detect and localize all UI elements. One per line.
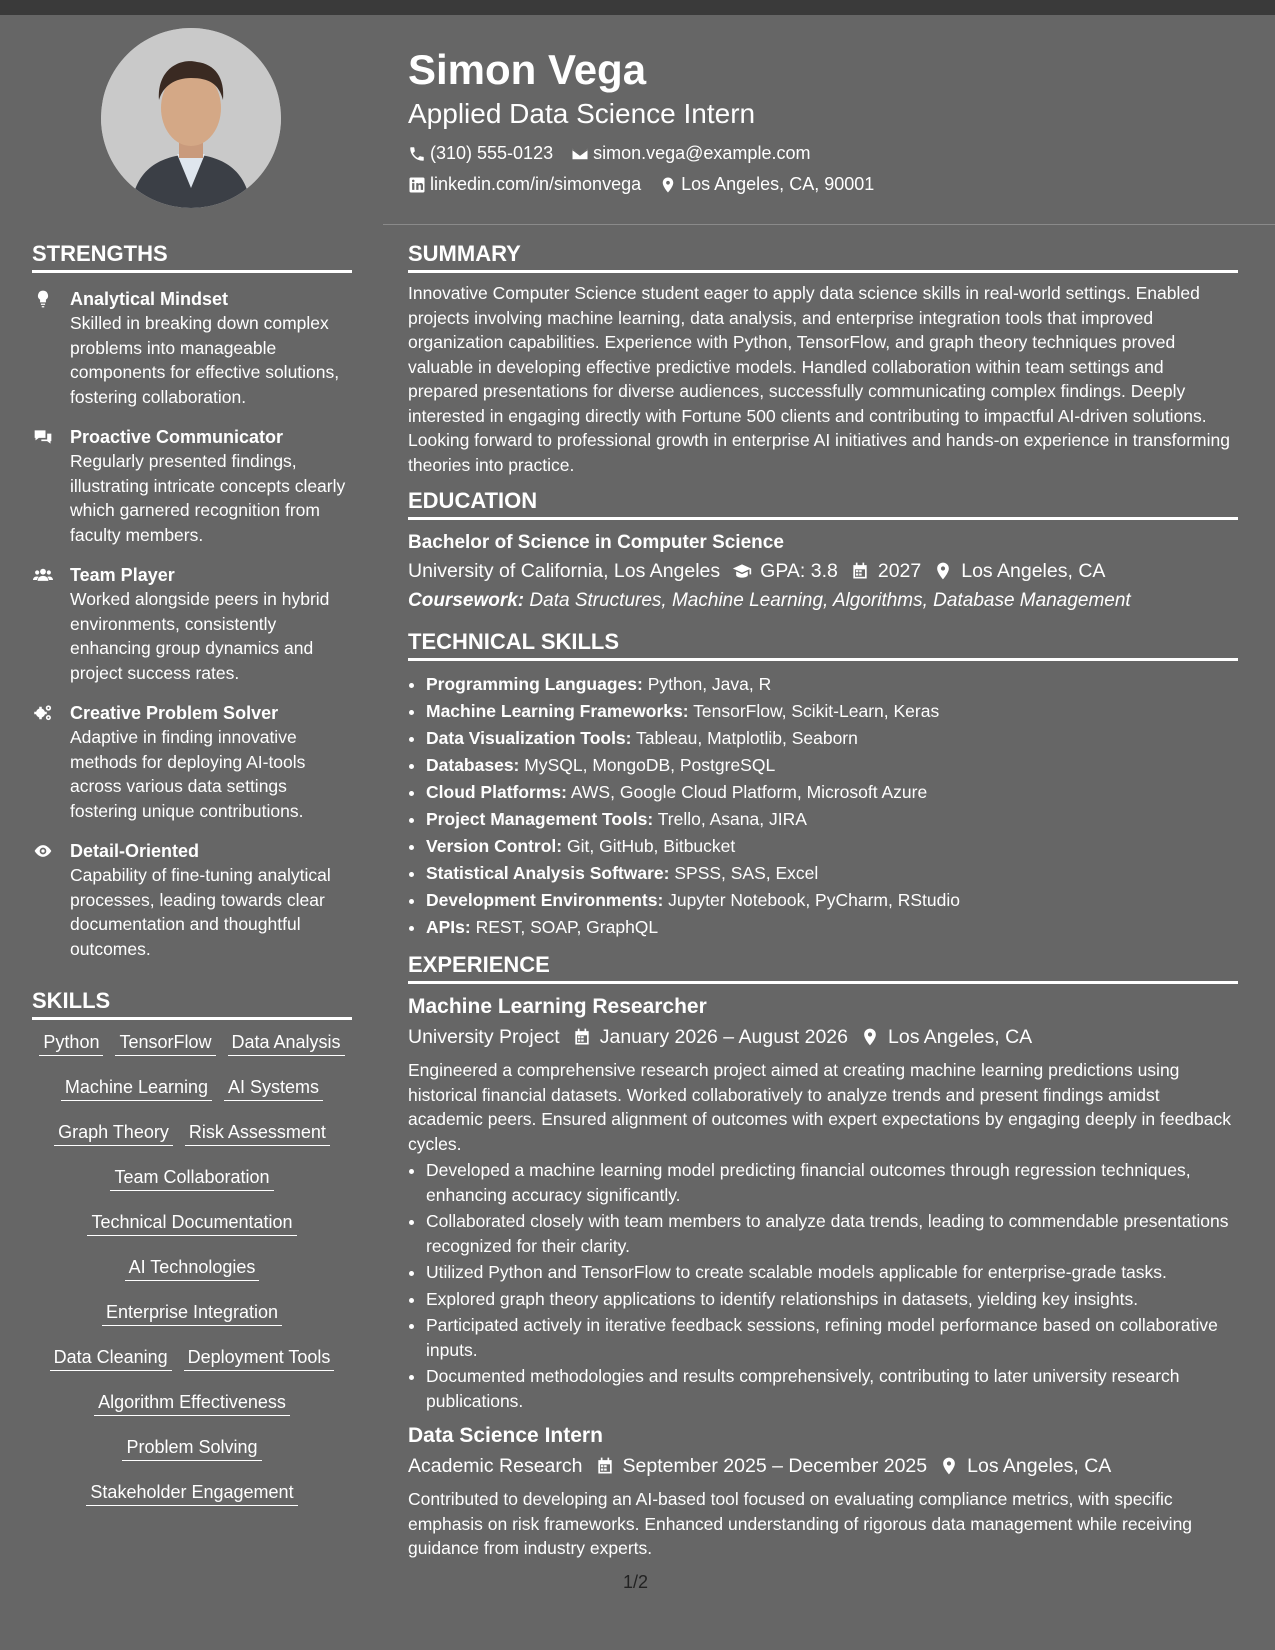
strengths-heading: STRENGTHS [32, 240, 352, 273]
profile-photo [101, 28, 281, 208]
top-bar [0, 0, 1275, 15]
contact-row-1 [408, 138, 1238, 169]
skill-row [32, 1435, 352, 1480]
skill-label: Programming Languages: [426, 674, 643, 694]
job-org: Academic Research [408, 1455, 583, 1477]
experience-heading: EXPERIENCE [408, 951, 1238, 984]
technical-skill-item [426, 860, 1238, 887]
job-bullet: • Documented methodologies and results comprehensively, contributing to later university research publications. [426, 1364, 1238, 1413]
coursework-label: Coursework: [408, 590, 525, 611]
strengths-list [32, 287, 352, 961]
skill-row [32, 1030, 352, 1075]
calendar-icon [850, 561, 870, 581]
strength-title: Team Player [70, 565, 175, 585]
phone-icon [408, 145, 426, 163]
strength-item [32, 425, 352, 547]
skill-tag: Data Cleaning [50, 1345, 172, 1371]
skill-row [32, 1075, 352, 1120]
job-bullet: • Participated actively in iterative feedback sessions, refining model performance based on collaborative inputs. [426, 1313, 1238, 1362]
linkedin-icon [408, 176, 426, 194]
strength-desc: Regularly presented findings, illustrating intricate concepts clearly which garnered recognition from faculty members. [70, 451, 346, 545]
phone-text: (310) 555-0123 [430, 143, 554, 163]
map-pin-icon [939, 1456, 959, 1476]
skill-tag: Algorithm Effectiveness [94, 1390, 290, 1416]
strength-title: Creative Problem Solver [70, 703, 279, 723]
job-dates: January 2026 – August 2026 [599, 1026, 849, 1048]
job-meta [408, 1022, 1238, 1052]
technical-skills-list [408, 671, 1238, 941]
summary-text: Innovative Computer Science student eager to apply data science skills in real-world settings. Enabled projects involving machine learning, data analysis, and enterprise integration tools that improved organization capabilities. Experience with Python, TensorFlow, and graph theory techniques proved valuable in developing effective predictive models. Handled collaboration within team settings and prepared presentations for diverse audiences, successfully communicating complex findings. Deeply interested in engaging directly with Fortune 500 clients and contributing to impactful AI-driven solutions. Looking forward to professional growth in enterprise AI initiatives and hands-on experience in transforming theories into practice. [408, 283, 1230, 475]
skill-tag: Risk Assessment [185, 1120, 330, 1146]
skill-row [32, 1300, 352, 1345]
skill-value: REST, SOAP, GraphQL [475, 917, 659, 937]
skill-value: AWS, Google Cloud Platform, Microsoft Azure [570, 782, 928, 802]
skill-row [32, 1390, 352, 1435]
skill-value: Trello, Asana, JIRA [657, 809, 807, 829]
job-location-item [939, 1451, 1111, 1481]
resume-header [408, 44, 1238, 200]
skill-label: APIs: [426, 917, 471, 937]
eye-icon [32, 841, 54, 861]
person-portrait-icon [101, 28, 281, 208]
skill-tag: TensorFlow [115, 1030, 215, 1056]
skill-value: Jupyter Notebook, PyCharm, RStudio [668, 890, 960, 910]
skill-value: Python, Java, R [647, 674, 772, 694]
calendar-icon [595, 1456, 615, 1476]
job-bullet: • Developed a machine learning model predicting financial outcomes through regression techniques, enhancing accuracy significantly. [426, 1158, 1238, 1207]
strength-title: Detail-Oriented [70, 841, 200, 861]
education-heading: EDUCATION [408, 487, 1238, 520]
skill-row [32, 1345, 352, 1390]
skill-value: Tableau, Matplotlib, Seaborn [636, 728, 858, 748]
candidate-name: Simon Vega [408, 46, 647, 93]
technical-skill-item [426, 725, 1238, 752]
coursework-line [408, 586, 1238, 616]
job-entry [408, 992, 1238, 1413]
job-bullet: • Utilized Python and TensorFlow to create scalable models applicable for enterprise-grade tasks. [426, 1260, 1238, 1285]
skill-tag: Graph Theory [54, 1120, 173, 1146]
strength-item [32, 839, 352, 961]
strength-desc: Worked alongside peers in hybrid environments, consistently enhancing group dynamics and project success rates. [70, 589, 330, 683]
skill-tag: Stakeholder Engagement [86, 1480, 297, 1506]
email-text: simon.vega@example.com [593, 143, 811, 163]
left-column [32, 240, 352, 1525]
job-description: Engineered a comprehensive research project aimed at creating machine learning predictions using historical financial datasets. Worked collaboratively to analyze trends and present findings amidst academic peers. Ensured alignment of outcomes with expert expectations by engaging deeply in feedback cycles. [408, 1060, 1231, 1154]
strength-item [32, 287, 352, 409]
map-pin-icon [933, 561, 953, 581]
technical-skill-item [426, 779, 1238, 806]
location-contact [659, 174, 874, 195]
job-bullets [408, 1158, 1238, 1413]
gpa-item [732, 556, 838, 586]
job-bullet: • Collaborated closely with team members to analyze data trends, leading to commendable presentations recognized for their clarity. [426, 1209, 1238, 1258]
experience-section [408, 951, 1238, 1561]
skill-value: Git, GitHub, Bitbucket [567, 836, 736, 856]
skill-label: Data Visualization Tools: [426, 728, 632, 748]
linkedin-text: linkedin.com/in/simonvega [430, 174, 642, 194]
job-location: Los Angeles, CA [967, 1455, 1112, 1477]
skills-tags [32, 1030, 352, 1525]
lightbulb-icon [32, 289, 54, 309]
skill-tag: Technical Documentation [87, 1210, 296, 1236]
strength-desc: Skilled in breaking down complex problems into manageable components for effective solutions, fostering collaboration. [70, 313, 340, 407]
skill-tag: Deployment Tools [184, 1345, 335, 1371]
education-location-item [933, 556, 1105, 586]
strength-item [32, 701, 352, 823]
coursework-text: Data Structures, Machine Learning, Algorithms, Database Management [529, 590, 1131, 611]
technical-skill-item [426, 806, 1238, 833]
job-description: Contributed to developing an AI-based tool focused on evaluating compliance metrics, with specific emphasis on risk frameworks. Enhanced understanding of rigorous data management while receiving guidance from industry experts. [408, 1489, 1193, 1558]
skill-value: SPSS, SAS, Excel [674, 863, 819, 883]
job-bullet: • Explored graph theory applications to identify relationships in datasets, yielding key insights. [426, 1287, 1238, 1312]
graduation-cap-icon [732, 561, 752, 581]
job-org: University Project [408, 1026, 560, 1048]
job-dates-item [572, 1022, 848, 1052]
job-dates-item [595, 1451, 928, 1481]
skill-row [32, 1120, 352, 1165]
skill-value: TensorFlow, Scikit-Learn, Keras [693, 701, 940, 721]
skill-row [32, 1210, 352, 1255]
location-text: Los Angeles, CA, 90001 [681, 174, 875, 194]
technical-skill-item [426, 671, 1238, 698]
technical-skills-heading: TECHNICAL SKILLS [408, 628, 1238, 661]
header-divider [383, 224, 1275, 225]
email-contact[interactable] [571, 143, 810, 164]
skills-heading: SKILLS [32, 987, 352, 1020]
skill-row [32, 1255, 352, 1300]
education-section [408, 487, 1238, 616]
skill-tag: Team Collaboration [110, 1165, 273, 1191]
job-title: Machine Learning Researcher [408, 995, 707, 1018]
technical-skill-item [426, 887, 1238, 914]
skill-label: Cloud Platforms: [426, 782, 567, 802]
users-icon [32, 565, 54, 585]
chat-bubbles-icon [32, 427, 54, 447]
skill-row [32, 1165, 352, 1210]
job-dates: September 2025 – December 2025 [622, 1455, 928, 1477]
education-meta [408, 556, 1238, 586]
skill-value: MySQL, MongoDB, PostgreSQL [524, 755, 776, 775]
strength-item [32, 563, 352, 685]
skill-tag: AI Technologies [125, 1255, 260, 1281]
page-number: 1/2 [623, 1572, 649, 1592]
grad-year-item [850, 556, 921, 586]
map-pin-icon [860, 1027, 880, 1047]
gpa-text: GPA: 3.8 [760, 560, 838, 582]
skill-label: Version Control: [426, 836, 563, 856]
skill-tag: Problem Solving [122, 1435, 261, 1461]
technical-skill-item [426, 914, 1238, 941]
phone-contact[interactable] [408, 143, 553, 164]
strength-desc: Adaptive in finding innovative methods for deploying AI-tools across various data settings fostering unique contributions. [70, 727, 306, 821]
job-location-item [860, 1022, 1032, 1052]
job-entry [408, 1421, 1238, 1561]
grad-year-text: 2027 [877, 560, 922, 582]
contact-row-2 [408, 169, 1238, 200]
map-pin-icon [659, 176, 677, 194]
education-location-text: Los Angeles, CA [961, 560, 1106, 582]
skill-label: Machine Learning Frameworks: [426, 701, 689, 721]
envelope-icon [571, 145, 589, 163]
summary-heading: SUMMARY [408, 240, 1238, 273]
technical-skills-section [408, 628, 1238, 941]
skill-label: Databases: [426, 755, 520, 775]
job-title: Data Science Intern [408, 1424, 603, 1447]
technical-skill-item [426, 833, 1238, 860]
job-meta [408, 1451, 1238, 1481]
skill-tag: Enterprise Integration [102, 1300, 282, 1326]
right-column [408, 240, 1238, 1571]
strength-title: Proactive Communicator [70, 427, 284, 447]
school-name: University of California, Los Angeles [408, 560, 721, 582]
skill-label: Development Environments: [426, 890, 664, 910]
summary-section [408, 240, 1238, 477]
technical-skill-item [426, 698, 1238, 725]
linkedin-contact[interactable] [408, 174, 641, 195]
candidate-title: Applied Data Science Intern [408, 98, 756, 129]
technical-skill-item [426, 752, 1238, 779]
skill-tag: Python [39, 1030, 103, 1056]
skill-label: Project Management Tools: [426, 809, 654, 829]
skill-label: Statistical Analysis Software: [426, 863, 670, 883]
skill-tag: AI Systems [224, 1075, 323, 1101]
skill-row [32, 1480, 352, 1525]
degree-name: Bachelor of Science in Computer Science [408, 532, 784, 553]
calendar-icon [572, 1027, 592, 1047]
job-location: Los Angeles, CA [888, 1026, 1033, 1048]
skill-tag: Data Analysis [228, 1030, 345, 1056]
skill-tag: Machine Learning [61, 1075, 212, 1101]
strength-desc: Capability of fine-tuning analytical processes, leading towards clear documentation and thoughtful outcomes. [70, 865, 331, 959]
gears-icon [32, 703, 54, 723]
strength-title: Analytical Mindset [70, 289, 229, 309]
